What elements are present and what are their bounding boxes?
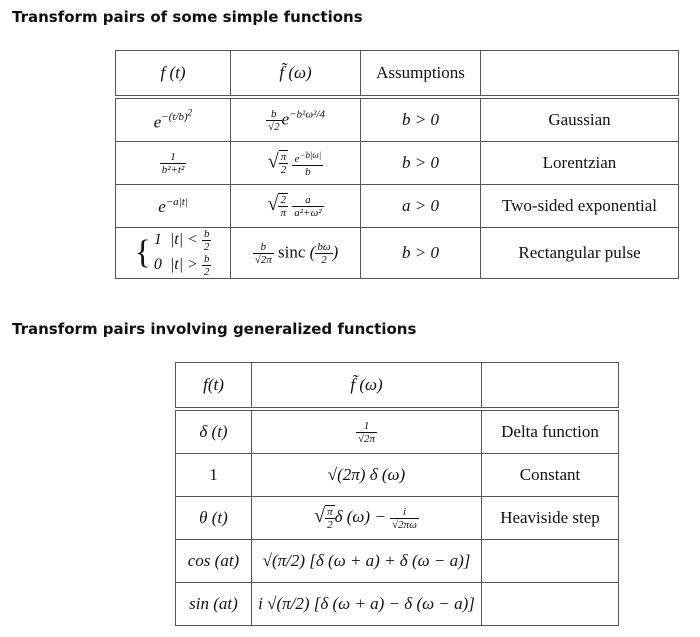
table-row [116, 99, 679, 142]
formula-ft: √ $\frac{2}{\pi}$ $\frac{a}{\text{a²+ω²}}$ [231, 185, 361, 228]
formula-f: $e^{-a|t|}$ [116, 185, 231, 228]
table-row [116, 142, 679, 185]
formula-ft: $\frac{1}{√2\pi}$ [252, 411, 482, 454]
section2-title: Transform pairs involving generalized functions [12, 320, 417, 338]
header-f: f(t) [176, 363, 252, 408]
formula-ft: $\frac{b}{√2\pi}$ sinc ( $\frac{b\omega}{2}$ ) [231, 228, 361, 279]
table-row [176, 411, 619, 454]
formula-ft: i √(π/2) [δ (ω + a) − δ (ω − a)] [252, 583, 482, 626]
header-name [481, 51, 679, 96]
transform-name: Two-sided exponential [481, 185, 679, 228]
transform-name: Lorentzian [481, 142, 679, 185]
table-row [176, 540, 619, 583]
assumption: b > 0 [361, 228, 481, 279]
table-row [116, 228, 679, 279]
formula-f: sin (at) [176, 583, 252, 626]
formula-f: cos (at) [176, 540, 252, 583]
header-assumptions: Assumptions [361, 51, 481, 96]
formula-ft: √ $\frac{\pi}{2}$ δ (ω) − $\frac{i}{√2\pi\omega}$ [252, 497, 482, 540]
table-header-row [176, 363, 619, 408]
assumption: a > 0 [361, 185, 481, 228]
transform-name [482, 540, 619, 583]
transform-name: Delta function [482, 411, 619, 454]
formula-ft: $\frac{b}{√2}$ $e^{-b^2\omega^2/4}$ [231, 99, 361, 142]
formula-f: 1 [176, 454, 252, 497]
formula-f: δ (t) [176, 411, 252, 454]
table-row [116, 185, 679, 228]
header-ft: f̃ (ω) [252, 363, 482, 408]
transform-name: Constant [482, 454, 619, 497]
transform-name: Gaussian [481, 99, 679, 142]
transform-name [482, 583, 619, 626]
table-row [176, 583, 619, 626]
transform-name: Rectangular pulse [481, 228, 679, 279]
assumption: b > 0 [361, 99, 481, 142]
transform-name: Heaviside step [482, 497, 619, 540]
simple-transforms-table [115, 50, 679, 279]
formula-f: θ (t) [176, 497, 252, 540]
header-name [482, 363, 619, 408]
section1-title: Transform pairs of some simple functions [12, 8, 363, 26]
formula-ft: √(π/2) [δ (ω + a) + δ (ω − a)] [252, 540, 482, 583]
formula-f: $e^{-(t/b)^2}$ [116, 99, 231, 142]
formula-ft: √(2π) δ (ω) [252, 454, 482, 497]
formula-f: { 1 |t| < $\frac{b}{2}$ 0 |t| > $\frac{b}{2}$ [116, 228, 231, 279]
formula-ft: √ $\frac{\pi}{2}$ $\frac{e^{-b|\omega|}}{b}$ [231, 142, 361, 185]
header-ft: f̃ (ω) [231, 51, 361, 96]
table-row [176, 454, 619, 497]
table-row [176, 497, 619, 540]
generalized-transforms-table [175, 362, 619, 626]
formula-f: $\frac{1}{\text{b²+t²}}$ [116, 142, 231, 185]
assumption: b > 0 [361, 142, 481, 185]
table-header-row [116, 51, 679, 96]
header-f: f (t) [116, 51, 231, 96]
